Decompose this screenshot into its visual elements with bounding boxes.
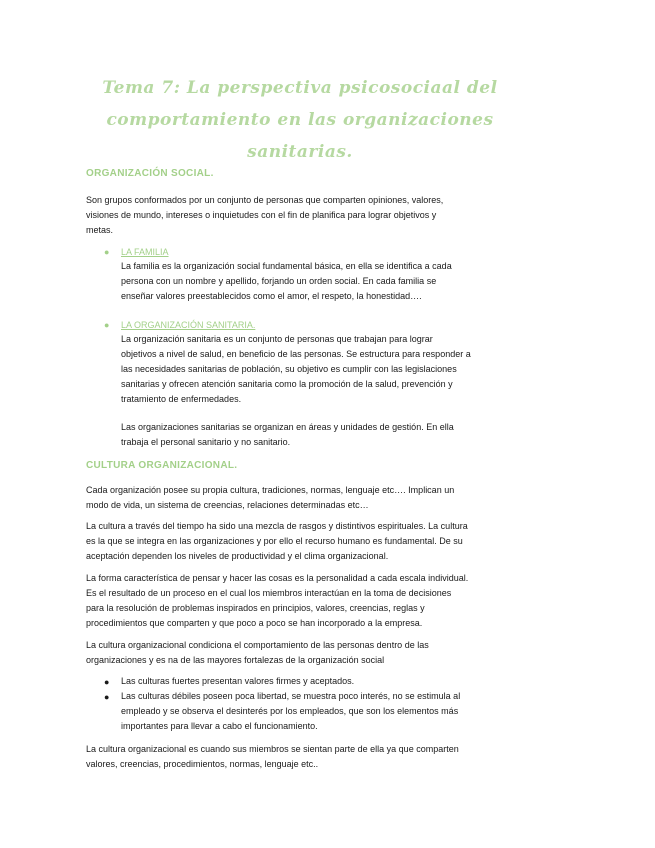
bullet-icon: ● [104,320,110,330]
bullet-icon: ● [104,247,110,257]
cultura-paragraph-5 [86,742,516,772]
text-line: La organización sanitaria es un conjunto de personas que trabajan para lograr [121,334,433,344]
title-line-2: comportamiento en las organizaciones [106,110,494,130]
cultura-paragraph-4 [86,638,516,668]
text-line: Las organizaciones sanitarias se organizan en áreas y unidades de gestión. En ella [121,422,454,432]
text-line: tratamiento de enfermedades. [121,394,242,404]
text-line: persona con un nombre y apellido, forjando un orden social. En cada familia se [121,276,437,286]
text-line: Son grupos conformados por un conjunto de personas que comparten opiniones, valores, [86,195,444,205]
text-line: La familia es la organización social fundamental básica, en ella se identifica a cada [121,261,452,271]
bullet-icon: ● [104,677,110,687]
text-line: Cada organización posee su propia cultura, tradiciones, normas, lenguaje etc…. Implican un [86,485,455,495]
cultura-paragraph-3 [86,571,516,631]
bullet-icon: ● [104,692,110,702]
text-line: modo de vida, un sistema de creencias, relaciones determinadas etc… [86,500,369,510]
text-line: visiones de mundo, intereses o inquietudes con el fin de planifica para lograr objetivos y [86,210,437,220]
text-line: para la resolución de problemas inspirados en principios, valores, creencias, reglas y [86,603,425,613]
text-line: aceptación dependen los niveles de productividad y el clima organizacional. [86,551,389,561]
cultura-bullet-2 [121,689,521,734]
text-line: La cultura organizacional condiciona el comportamiento de las personas dentro de las [86,640,429,650]
title-line-3: sanitarias. [247,142,353,162]
text-line: enseñar valores preestablecidos como el amor, el respeto, la honestidad…. [121,291,422,301]
text-line: valores, creencias, procedimientos, normas, lenguaje etc.. [86,759,319,769]
subheading-organizacion-sanitaria: LA ORGANIZACIÓN SANITARIA. [121,320,256,330]
text-line: empleado y se observa el desinterés por los empleados, que son los elementos más [121,706,459,716]
text-line: Es el resultado de un proceso en el cual los miembros interactúan en la toma de decisiones [86,588,452,598]
section1-intro [86,193,516,238]
text-line: Las culturas débiles poseen poca libertad, se muestra poco interés, no se estimula al [121,691,461,701]
text-line: La cultura a través del tiempo ha sido una mezcla de rasgos y distintivos espirituales. La cultura [86,521,468,531]
title-line-1: Tema 7: La perspectiva psicosociaal del [102,78,498,98]
text-line: es la que se integra en las organizaciones y por ello el recurso humano es fundamental. De su [86,536,463,546]
text-line: metas. [86,225,114,235]
text-line: La forma característica de pensar y hacer las cosas es la personalidad a cada escala individual. [86,573,469,583]
la-familia-text [121,259,521,304]
cultura-bullet-1 [121,674,521,689]
page-title [100,72,500,168]
text-line: trabaja el personal sanitario y no sanitario. [121,437,291,447]
text-line: procedimientos que comparten y que poco a poco se han incorporado a la empresa. [86,618,423,628]
section-heading-cultura-organizacional: CULTURA ORGANIZACIONAL. [86,460,238,471]
cultura-paragraph-1 [86,483,516,513]
organizacion-sanitaria-text [121,332,521,407]
text-line: importantes para llevar a cabo el funcionamiento. [121,721,318,731]
section-heading-organizacion-social: ORGANIZACIÓN SOCIAL. [86,168,214,179]
text-line: Las culturas fuertes presentan valores firmes y aceptados. [121,676,355,686]
cultura-paragraph-2 [86,519,516,564]
text-line: organizaciones y es na de las mayores fortalezas de la organización social [86,655,385,665]
text-line: La cultura organizacional es cuando sus miembros se sientan parte de ella ya que comparten [86,744,459,754]
subheading-la-familia: LA FAMILIA [121,247,169,257]
text-line: las necesidades sanitarias de población, su objetivo es cumplir con las legislaciones [121,364,457,374]
organizacion-sanitaria-extra [121,420,521,450]
text-line: objetivos a nivel de salud, en beneficio de las personas. Se estructura para responder a [121,349,471,359]
text-line: sanitarias y ofrecen atención sanitaria como la promoción de la salud, prevención y [121,379,453,389]
